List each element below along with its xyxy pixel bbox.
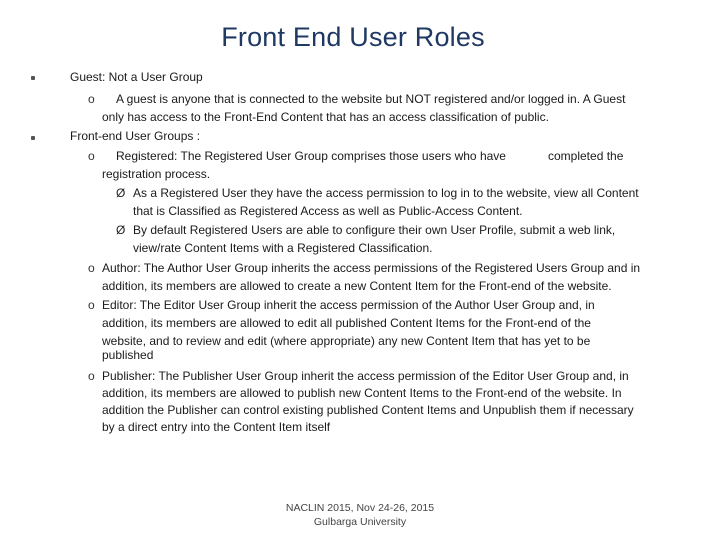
registered-detail-line: As a Registered User they have the access permission to log in to the website, view all Content	[133, 186, 639, 200]
editor-line: Editor: The Editor User Group inherit the access permission of the Author User Group and, in	[102, 298, 595, 312]
arrow-bullet-icon: Ø	[116, 186, 126, 200]
publisher-line: Publisher: The Publisher User Group inherit the access permission of the Editor User Group and, in	[102, 369, 629, 383]
publisher-line: addition the Publisher can control existing published Content Items and Unpublish them if necessary	[102, 403, 634, 417]
guest-label: Guest: Not a User Group	[70, 70, 203, 84]
sub-bullet-marker: o	[88, 298, 95, 312]
registered-detail-line: By default Registered Users are able to configure their own User Profile, submit a web link,	[133, 223, 616, 237]
bullet-dot	[31, 136, 35, 140]
guest-description-line: only has access to the Front-End Content that has an access classification of public.	[102, 110, 549, 124]
bullet-dot	[31, 76, 35, 80]
editor-line: website, and to review and edit (where appropriate) any new Content Item that has yet to be	[102, 334, 591, 348]
guest-description-line: A guest is anyone that is connected to the website but NOT registered and/or logged in. A Guest	[116, 92, 626, 106]
registered-line: completed the	[548, 149, 624, 163]
arrow-bullet-icon: Ø	[116, 223, 126, 237]
editor-line: addition, its members are allowed to edit all published Content Items for the Front-end of the	[102, 316, 591, 330]
publisher-line: by a direct entry into the Content Item itself	[102, 420, 331, 434]
sub-bullet-marker: o	[88, 92, 95, 106]
sub-bullet-marker: o	[88, 369, 95, 383]
frontend-groups-label: Front-end User Groups :	[70, 129, 201, 143]
publisher-line: addition, its members are allowed to publish new Content Items to the Front-end of the website. In	[102, 386, 622, 400]
registered-line: Registered: The Registered User Group comprises those users who have	[116, 149, 506, 163]
footer-university: Gulbarga University	[313, 516, 407, 528]
slide-title: Front End User Roles	[221, 22, 485, 52]
registered-detail-line: view/rate Content Items with a Registered Classification.	[133, 241, 433, 255]
editor-line: published	[102, 348, 154, 362]
sub-bullet-marker: o	[88, 261, 95, 275]
registered-detail-line: that is Classified as Registered Access as well as Public-Access Content.	[133, 204, 523, 218]
sub-bullet-marker: o	[88, 149, 95, 163]
author-line: addition, its members are allowed to create a new Content Item for the Front-end of the website.	[102, 279, 612, 293]
footer-conference: NACLIN 2015, Nov 24-26, 2015	[285, 502, 435, 514]
registered-line: registration process.	[102, 167, 211, 181]
author-line: Author: The Author User Group inherits the access permissions of the Registered Users Group and in	[102, 261, 641, 275]
